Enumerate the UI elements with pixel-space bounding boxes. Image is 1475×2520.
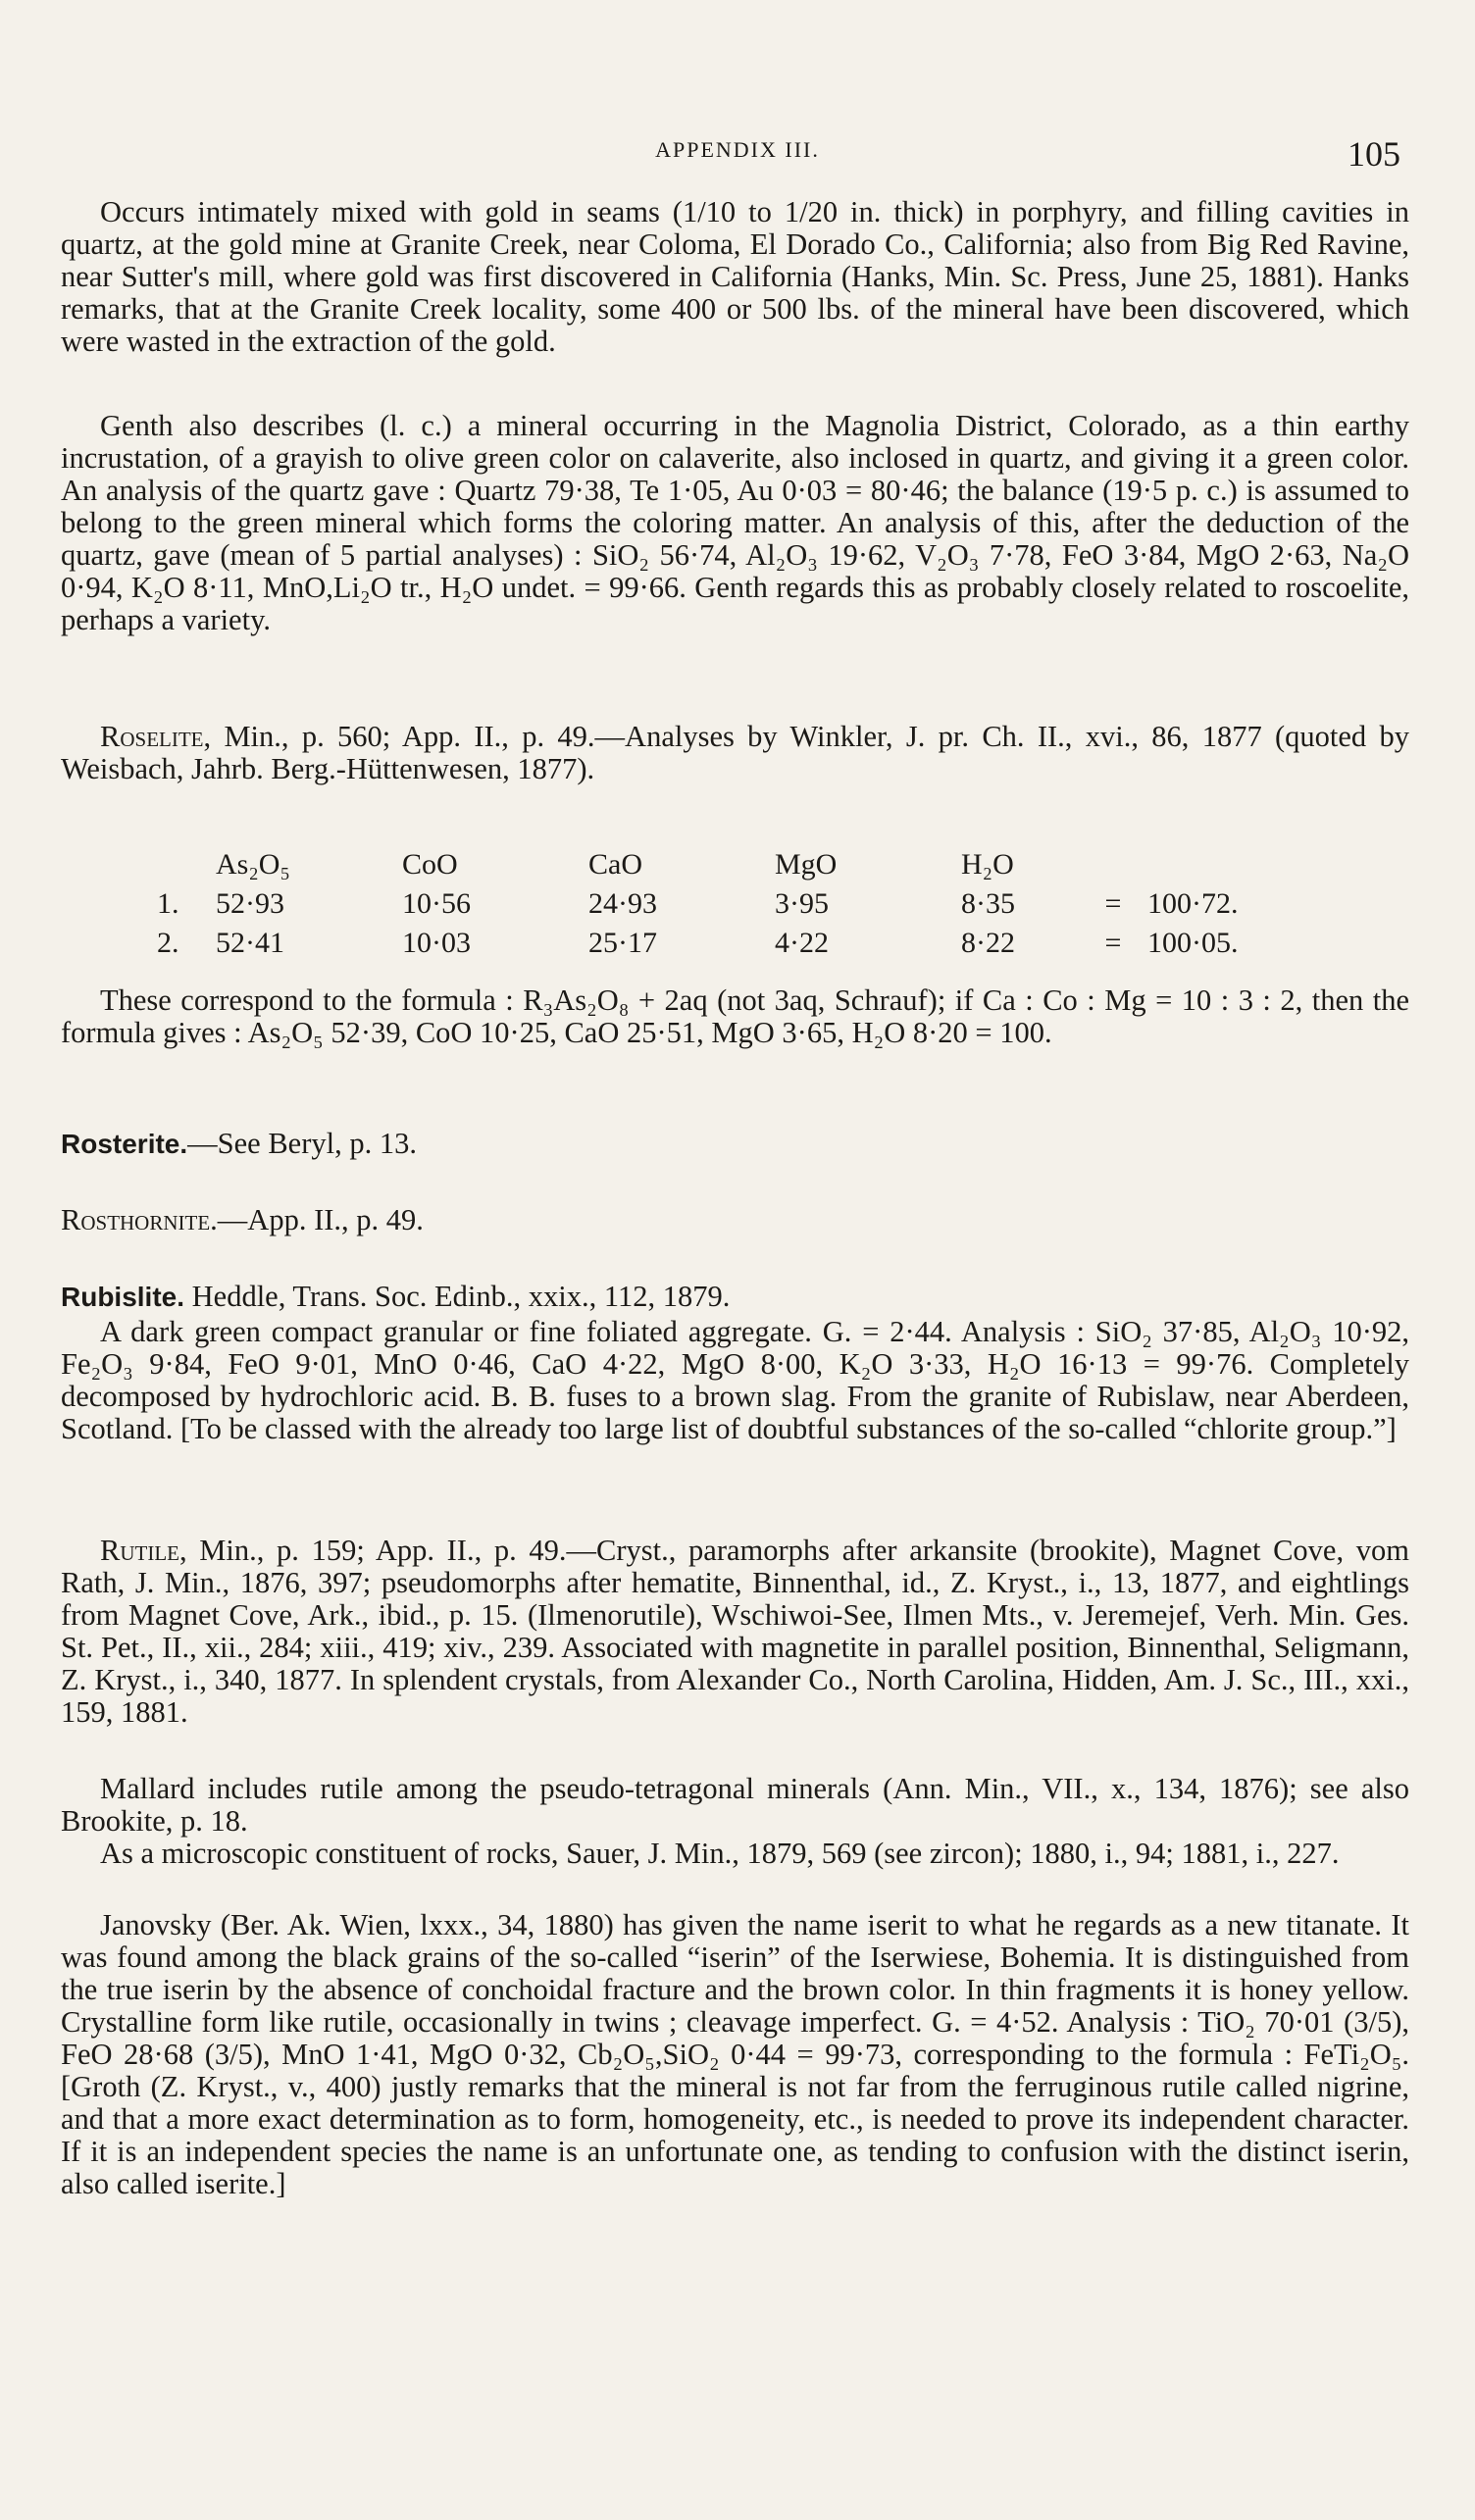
- table-header-row: [157, 845, 1334, 884]
- table-cell: 10·03: [402, 927, 471, 959]
- rosthornite-reference: —App. II., p. 49.: [217, 1203, 424, 1236]
- table-cell: 52·93: [216, 887, 284, 920]
- roselite-formula: These correspond to the formula : R₃As₂O₈ + 2aq (not 3aq, Schrauf); if Ca : Co : Mg = 10 : 3 : 2, then the formula gives : As₂O₅ 52·39, CoO 10·25, CaO 25·51, MgO 3·65, H₂O 8·20 = 100.: [61, 983, 1409, 1049]
- page-number: 105: [1348, 134, 1400, 174]
- table-cell: 1.: [157, 887, 179, 920]
- rubislite-reference: Heddle, Trans. Soc. Edinb., xxix., 112, 1879.: [184, 1280, 731, 1313]
- paragraph-genth: Genth also describes (l. c.) a mineral occurring in the Magnolia District, Colorado, as a thin earthy incrustation, of a grayish to olive green color on calaverite, also inclosed in quartz, and giving it a green color. An analysis of the quartz gave : Quartz 79·38, Te 1·05, Au 0·03 = 80·46; the balance (19·5 p. c.) is assumed to belong to the green mineral which forms the coloring matter. An analysis of this, after the deduction of the quartz, gave (mean of 5 partial analyses) : SiO₂ 56·74, Al₂O₃ 19·62, V₂O₃ 7·78, FeO 3·84, MgO 2·63, Na₂O 0·94, K₂O 8·11, MnO,Li₂O tr., H₂O undet. = 99·66. Genth regards this as probably closely related to roscoelite, perhaps a variety.: [61, 409, 1409, 636]
- table-cell: =: [1104, 927, 1122, 959]
- table-cell: 100·05.: [1147, 927, 1239, 959]
- rubislite-heading: Rubislite.: [61, 1282, 185, 1312]
- table-cell: 100·72.: [1147, 887, 1239, 920]
- table-cell: 4·22: [775, 927, 829, 959]
- rutile-mallard: Mallard includes rutile among the pseudo-tetragonal minerals (Ann. Min., VII., x., 134, 1876); see also Brookite, p. 18.: [61, 1772, 1409, 1838]
- rubislite-description: A dark green compact granular or fine foliated aggregate. G. = 2·44. Analysis : SiO₂ 37·85, Al₂O₃ 10·92, Fe₂O₃ 9·84, FeO 9·01, MnO 0·46, CaO 4·22, MgO 8·00, K₂O 3·33, H₂O 16·13 = 99·76. Completely decomposed by hydrochloric acid. B. B. fuses to a brown slag. From the granite of Rubislaw, near Aberdeen, Scotland. [To be classed with the already too large list of doubtful substances of the so-called “chlorite group.”]: [61, 1315, 1409, 1445]
- roselite-heading: Roselite,: [100, 720, 212, 753]
- rutile-heading: Rutile,: [100, 1534, 187, 1567]
- rosthornite-entry: [61, 1204, 1409, 1236]
- table-row: [157, 924, 1334, 963]
- rosthornite-heading: Rosthornite.: [61, 1203, 218, 1236]
- table-header-cell: MgO: [775, 848, 838, 881]
- table-cell: 10·56: [402, 887, 471, 920]
- rutile-janovsky: Janovsky (Ber. Ak. Wien, lxxx., 34, 1880) has given the name iserit to what he regards as a new titanate. It was found among the black grains of the so-called “iserin” of the Iserwiese, Bohemia. It is distinguished from the true iserin by the absence of conchoidal fracture and the brown color. In thin fragments it is honey yellow. Crystalline form like rutile, occasionally in twins ; cleavage imperfect. G. = 4·52. Analysis : TiO₂ 70·01 (3/5), FeO 28·68 (3/5), MnO 1·41, MgO 0·32, Cb₂O₅,SiO₂ 0·44 = 99·73, corresponding to the formula : FeTi₂O₅. [Groth (Z. Kryst., v., 400) justly remarks that the mineral is not far from the ferruginous rutile called nigrine, and that a more exact determination as to form, homogeneity, etc., is needed to prove its independent character. If it is an independent species the name is an unfortunate one, as tending to confusion with the distinct iserin, also called iserite.]: [61, 1908, 1409, 2200]
- table-header-cell: As₂O₅: [216, 848, 290, 881]
- table-cell: 3·95: [775, 887, 829, 920]
- rosterite-heading: Rosterite.: [61, 1129, 188, 1159]
- paragraph-occurs: Occurs intimately mixed with gold in seams (1/10 to 1/20 in. thick) in porphyry, and filling cavities in quartz, at the gold mine at Granite Creek, near Coloma, El Dorado Co., California; also from Big Red Ravine, near Sutter's mill, where gold was first discovered in California (Hanks, Min. Sc. Press, June 25, 1881). Hanks remarks, that at the Granite Creek locality, some 400 or 500 lbs. of the mineral have been discovered, which were wasted in the extraction of the gold.: [61, 195, 1409, 358]
- rubislite-entry: [61, 1281, 1409, 1313]
- roselite-entry: [61, 721, 1409, 785]
- table-header-cell: H₂O: [961, 848, 1014, 881]
- table-cell: 52·41: [216, 927, 284, 959]
- rutile-microscopic: As a microscopic constituent of rocks, Sauer, J. Min., 1879, 569 (see zircon); 1880, i., 94; 1881, i., 227.: [100, 1837, 1340, 1870]
- table-cell: 8·35: [961, 887, 1015, 920]
- table-row: [157, 884, 1334, 924]
- table-header-cell: CoO: [402, 848, 458, 881]
- table-cell: =: [1104, 887, 1122, 920]
- rutile-reference: Min., p. 159; App. II., p. 49.—Cryst., paramorphs after arkansite (brookite), Magnet Cove, vom Rath, J. Min., 1876, 397; pseudomorphs after hematite, Binnenthal, id., Z. Kryst., i., 13, 1877, and eightlings from Magnet Cove, Ark., ibid., p. 15. (Ilmenorutile), Wschiwoi-See, Ilmen Mts., v. Jeremejef, Verh. Min. Ges. St. Pet., II., xii., 284; xiii., 419; xiv., 239. Associated with magnetite in parallel position, Binnenthal, Seligmann, Z. Kryst., i., 340, 1877. In splendent crystals, from Alexander Co., North Carolina, Hidden, Am. J. Sc., III., xxi., 159, 1881.: [61, 1534, 1409, 1729]
- table-cell: 8·22: [961, 927, 1015, 959]
- table-cell: 2.: [157, 927, 179, 959]
- roselite-reference: Min., p. 560; App. II., p. 49.—Analyses by Winkler, J. pr. Ch. II., xvi., 86, 1877 (quoted by Weisbach, Jahrb. Berg.-Hüttenwesen, 1877).: [61, 720, 1409, 785]
- table-cell: 25·17: [588, 927, 657, 959]
- roselite-analysis-table: [157, 845, 1334, 963]
- table-header-cell: CaO: [588, 848, 642, 881]
- table-cell: 24·93: [588, 887, 657, 920]
- rutile-entry: [61, 1535, 1409, 1729]
- rosterite-entry: [61, 1128, 1409, 1160]
- rosterite-reference: —See Beryl, p. 13.: [187, 1127, 417, 1160]
- running-title: APPENDIX III.: [655, 137, 820, 162]
